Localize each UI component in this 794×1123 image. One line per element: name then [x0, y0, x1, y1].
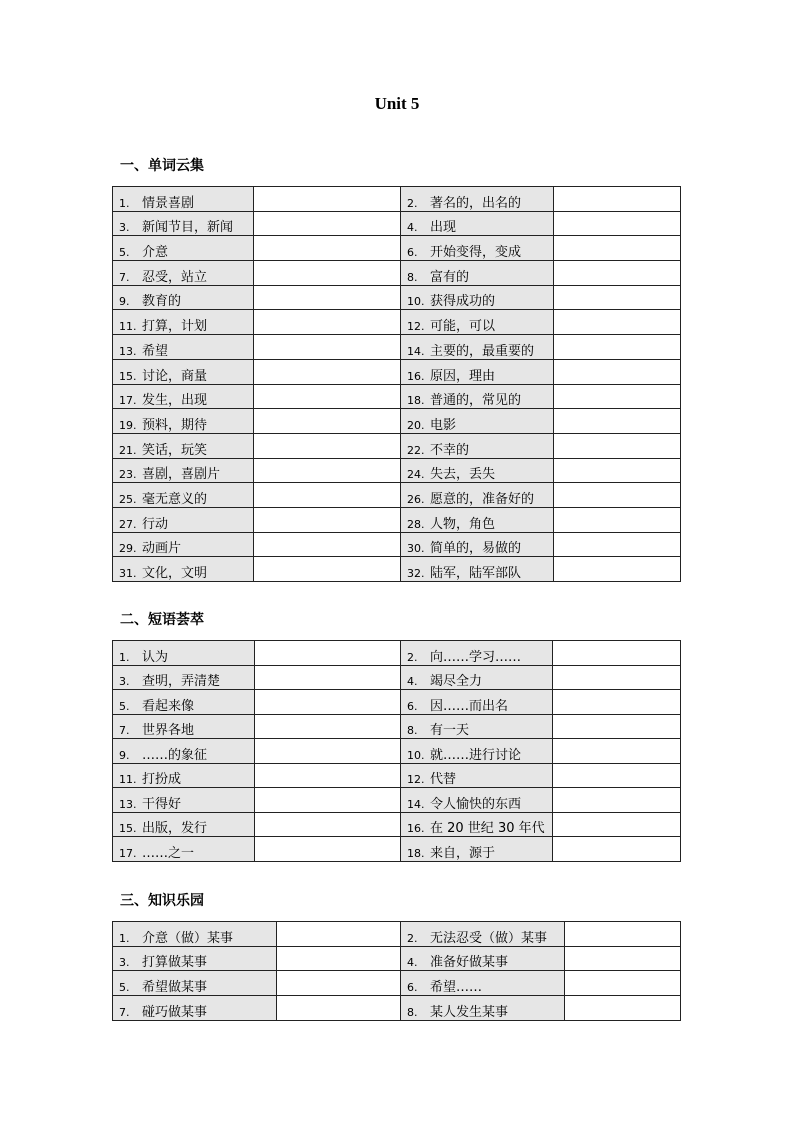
- item-number: 7.: [119, 1005, 130, 1019]
- item-number: 21.: [119, 443, 137, 457]
- prompt-cell: [401, 641, 553, 666]
- prompt-cell: [401, 211, 554, 236]
- prompt-cell: [401, 557, 554, 582]
- prompt-cell: [113, 236, 254, 261]
- answer-blank[interactable]: [553, 788, 681, 813]
- item-number: 12.: [407, 320, 425, 334]
- prompt-cell: [113, 788, 255, 813]
- table-row: [113, 187, 681, 212]
- prompt-text: 人物，角色: [430, 516, 496, 532]
- prompt-text: 简单的，易做的: [430, 541, 522, 557]
- answer-blank[interactable]: [254, 211, 401, 236]
- answer-blank[interactable]: [554, 261, 681, 286]
- prompt-cell: [113, 310, 254, 335]
- prompt-text: 竭尽全力: [430, 674, 483, 689]
- prompt-text: 喜剧，喜剧片: [142, 467, 221, 483]
- prompt-text: 文化，文明: [142, 566, 208, 581]
- answer-blank[interactable]: [553, 763, 681, 788]
- item-number: 8.: [407, 270, 418, 284]
- table-row: [113, 557, 681, 582]
- prompt-text: ……之一: [142, 845, 195, 861]
- prompt-cell: [401, 763, 553, 788]
- prompt-cell: [113, 971, 277, 996]
- prompt-cell: [113, 739, 255, 764]
- prompt-text: 查明，弄清楚: [142, 674, 221, 689]
- prompt-cell: [113, 714, 255, 739]
- item-number: 29.: [119, 542, 137, 556]
- answer-blank[interactable]: [553, 641, 681, 666]
- answer-blank[interactable]: [277, 922, 401, 947]
- prompt-cell: [401, 310, 554, 335]
- item-number: 5.: [119, 246, 130, 260]
- item-number: 9.: [119, 748, 130, 762]
- prompt-cell: [113, 211, 254, 236]
- prompt-text: 认为: [142, 649, 169, 665]
- prompt-cell: [113, 922, 277, 947]
- prompt-text: 讨论，商量: [142, 368, 208, 384]
- prompt-text: 打扮成: [142, 772, 182, 787]
- prompt-text: 因……而出名: [430, 698, 509, 714]
- prompt-text: 行动: [142, 516, 169, 532]
- table-row: [113, 532, 681, 557]
- prompt-cell: [113, 187, 254, 212]
- item-number: 31.: [119, 567, 137, 580]
- answer-blank[interactable]: [255, 739, 401, 764]
- table-row: [113, 922, 681, 947]
- prompt-text: 电影: [430, 417, 457, 433]
- answer-blank[interactable]: [554, 335, 681, 360]
- table-row: [113, 236, 681, 261]
- table-row: [113, 946, 681, 971]
- prompt-text: 获得成功的: [430, 294, 496, 310]
- item-number: 20.: [407, 418, 425, 432]
- prompt-text: 主要的，最重要的: [430, 343, 535, 359]
- prompt-text: 陆军，陆军部队: [430, 566, 522, 581]
- item-number: 3.: [119, 221, 130, 235]
- prompt-text: 出现: [430, 220, 457, 236]
- prompt-cell: [401, 433, 554, 458]
- item-number: 30.: [407, 542, 425, 556]
- prompt-text: 情景喜剧: [142, 195, 195, 211]
- prompt-text: 新闻节目，新闻: [142, 220, 234, 236]
- answer-blank[interactable]: [255, 812, 401, 837]
- knowledge-table: [112, 921, 681, 1021]
- item-number: 17.: [119, 394, 137, 408]
- table-row: [113, 359, 681, 384]
- prompt-text: 令人愉快的东西: [430, 796, 522, 812]
- prompt-text: 普通的，常见的: [430, 393, 522, 409]
- prompt-cell: [113, 641, 255, 666]
- answer-blank[interactable]: [553, 739, 681, 764]
- answer-blank[interactable]: [254, 557, 401, 582]
- item-number: 14.: [407, 344, 425, 358]
- item-number: 25.: [119, 492, 137, 506]
- item-number: 18.: [407, 846, 425, 860]
- answer-blank[interactable]: [254, 310, 401, 335]
- item-number: 6.: [407, 699, 418, 713]
- item-number: 8.: [407, 724, 418, 737]
- table-row: [113, 285, 681, 310]
- prompt-text: 希望做某事: [142, 980, 208, 996]
- prompt-text: 世界各地: [142, 723, 195, 738]
- prompt-text: 准备好做某事: [430, 955, 509, 971]
- prompt-cell: [401, 285, 554, 310]
- prompt-cell: [113, 409, 254, 434]
- prompt-text: 愿意的，准备好的: [430, 491, 535, 507]
- section-heading-knowledge: 三、知识乐园: [120, 893, 204, 909]
- prompt-text: 来自，源于: [430, 845, 496, 861]
- item-number: 6.: [407, 981, 418, 995]
- answer-blank[interactable]: [254, 507, 401, 532]
- answer-blank[interactable]: [254, 359, 401, 384]
- table-row: [113, 261, 681, 286]
- prompt-cell: [401, 507, 554, 532]
- table-row: [113, 714, 681, 739]
- prompt-text: 向……学习……: [430, 649, 522, 665]
- item-number: 4.: [407, 221, 418, 235]
- prompt-text: 介意（做）某事: [142, 930, 234, 946]
- answer-blank[interactable]: [254, 409, 401, 434]
- answer-blank[interactable]: [554, 211, 681, 236]
- prompt-text: 毫无意义的: [142, 491, 208, 507]
- prompt-text: 看起来像: [142, 698, 195, 714]
- prompt-text: 失去，丢失: [430, 467, 496, 483]
- table-row: [113, 665, 681, 690]
- prompt-text: 某人发生某事: [430, 1004, 509, 1020]
- prompt-cell: [401, 458, 554, 483]
- prompt-cell: [113, 285, 254, 310]
- prompt-cell: [401, 359, 554, 384]
- answer-blank[interactable]: [554, 384, 681, 409]
- item-number: 4.: [407, 675, 418, 688]
- prompt-cell: [401, 812, 553, 837]
- table-row: [113, 483, 681, 508]
- item-number: 16.: [407, 822, 425, 835]
- prompt-text: 在 20 世纪 30 年代: [430, 821, 545, 836]
- answer-blank[interactable]: [554, 532, 681, 557]
- table-row: [113, 641, 681, 666]
- answer-blank[interactable]: [254, 335, 401, 360]
- prompt-text: 打算，计划: [142, 319, 208, 335]
- item-number: 6.: [407, 246, 418, 260]
- item-number: 13.: [119, 344, 137, 358]
- answer-blank[interactable]: [554, 483, 681, 508]
- item-number: 26.: [407, 492, 425, 506]
- prompt-cell: [113, 763, 255, 788]
- table-row: [113, 409, 681, 434]
- table-row: [113, 310, 681, 335]
- prompt-text: 发生，出现: [142, 393, 208, 409]
- prompt-cell: [113, 359, 254, 384]
- prompt-cell: [113, 261, 254, 286]
- item-number: 10.: [407, 295, 425, 309]
- prompt-text: 代替: [430, 772, 457, 787]
- prompt-cell: [401, 996, 565, 1021]
- prompt-text: 不幸的: [430, 442, 470, 458]
- prompt-text: 教育的: [142, 294, 182, 310]
- table-row: [113, 507, 681, 532]
- item-number: 24.: [407, 468, 425, 482]
- prompt-text: 忍受，站立: [142, 269, 208, 285]
- prompt-text: 开始变得，变成: [430, 245, 522, 261]
- answer-blank[interactable]: [254, 483, 401, 508]
- answer-blank[interactable]: [254, 433, 401, 458]
- answer-blank[interactable]: [254, 261, 401, 286]
- answer-blank[interactable]: [565, 971, 681, 996]
- table-row: [113, 458, 681, 483]
- answer-blank[interactable]: [554, 285, 681, 310]
- answer-blank[interactable]: [553, 812, 681, 837]
- prompt-cell: [113, 690, 255, 715]
- item-number: 1.: [119, 196, 130, 210]
- answer-blank[interactable]: [277, 971, 401, 996]
- answer-blank[interactable]: [554, 433, 681, 458]
- prompt-text: 预料，期待: [142, 417, 208, 433]
- table-row: [113, 837, 681, 862]
- prompt-cell: [401, 236, 554, 261]
- item-number: 1.: [119, 650, 130, 664]
- prompt-text: 希望……: [430, 980, 483, 996]
- item-number: 7.: [119, 270, 130, 284]
- prompt-cell: [113, 335, 254, 360]
- prompt-cell: [113, 557, 254, 582]
- answer-blank[interactable]: [554, 409, 681, 434]
- item-number: 8.: [407, 1005, 418, 1019]
- answer-blank[interactable]: [255, 690, 401, 715]
- section-heading-words: 一、单词云集: [120, 158, 204, 174]
- section-heading-phrases: 二、短语荟萃: [120, 612, 204, 628]
- answer-blank[interactable]: [554, 507, 681, 532]
- item-number: 28.: [407, 517, 425, 531]
- table-row: [113, 211, 681, 236]
- item-number: 1.: [119, 931, 130, 945]
- prompt-cell: [113, 507, 254, 532]
- prompt-cell: [113, 483, 254, 508]
- prompt-text: 碰巧做某事: [142, 1004, 208, 1020]
- prompt-cell: [401, 714, 553, 739]
- item-number: 2.: [407, 650, 418, 664]
- phrases-table: [112, 640, 681, 862]
- answer-blank[interactable]: [553, 837, 681, 862]
- answer-blank[interactable]: [254, 236, 401, 261]
- answer-blank[interactable]: [254, 458, 401, 483]
- answer-blank[interactable]: [277, 996, 401, 1021]
- item-number: 3.: [119, 675, 130, 688]
- item-number: 2.: [407, 196, 418, 210]
- table-row: [113, 335, 681, 360]
- answer-blank[interactable]: [554, 236, 681, 261]
- item-number: 18.: [407, 394, 425, 408]
- prompt-cell: [113, 665, 255, 690]
- answer-blank[interactable]: [553, 690, 681, 715]
- item-number: 4.: [407, 956, 418, 970]
- table-row: [113, 996, 681, 1021]
- prompt-cell: [401, 922, 565, 947]
- prompt-cell: [401, 946, 565, 971]
- item-number: 12.: [407, 773, 425, 786]
- prompt-text: 著名的，出名的: [430, 195, 522, 211]
- item-number: 17.: [119, 846, 137, 860]
- prompt-cell: [401, 483, 554, 508]
- item-number: 15.: [119, 369, 137, 383]
- item-number: 10.: [407, 748, 425, 762]
- item-number: 15.: [119, 822, 137, 835]
- prompt-cell: [113, 837, 255, 862]
- prompt-cell: [401, 837, 553, 862]
- item-number: 13.: [119, 797, 137, 811]
- prompt-text: 富有的: [430, 269, 470, 285]
- item-number: 14.: [407, 797, 425, 811]
- answer-blank[interactable]: [554, 359, 681, 384]
- item-number: 5.: [119, 981, 130, 995]
- prompt-cell: [401, 788, 553, 813]
- prompt-cell: [113, 384, 254, 409]
- prompt-cell: [401, 384, 554, 409]
- answer-blank[interactable]: [554, 310, 681, 335]
- answer-blank[interactable]: [255, 837, 401, 862]
- prompt-cell: [113, 458, 254, 483]
- prompt-text: 动画片: [142, 541, 182, 557]
- prompt-text: 介意: [142, 245, 169, 261]
- prompt-text: 有一天: [430, 723, 470, 738]
- answer-blank[interactable]: [254, 384, 401, 409]
- table-row: [113, 812, 681, 837]
- prompt-text: 打算做某事: [142, 955, 208, 971]
- words-table: [112, 186, 681, 582]
- answer-blank[interactable]: [554, 187, 681, 212]
- table-row: [113, 384, 681, 409]
- prompt-cell: [113, 433, 254, 458]
- answer-blank[interactable]: [254, 285, 401, 310]
- prompt-cell: [401, 690, 553, 715]
- item-number: 22.: [407, 443, 425, 457]
- table-row: [113, 690, 681, 715]
- prompt-cell: [401, 971, 565, 996]
- table-row: [113, 971, 681, 996]
- page-title: Unit 5: [374, 94, 420, 113]
- item-number: 23.: [119, 468, 137, 482]
- answer-blank[interactable]: [255, 788, 401, 813]
- prompt-cell: [401, 335, 554, 360]
- prompt-text: 无法忍受（做）某事: [430, 930, 548, 946]
- answer-blank[interactable]: [254, 187, 401, 212]
- table-row: [113, 739, 681, 764]
- answer-blank[interactable]: [255, 665, 401, 690]
- item-number: 5.: [119, 699, 130, 713]
- answer-blank[interactable]: [277, 946, 401, 971]
- prompt-cell: [113, 532, 254, 557]
- item-number: 27.: [119, 517, 137, 531]
- prompt-text: ……的象征: [142, 747, 208, 763]
- answer-blank[interactable]: [553, 714, 681, 739]
- prompt-text: 可能，可以: [430, 319, 496, 335]
- item-number: 19.: [119, 418, 137, 432]
- item-number: 11.: [119, 773, 137, 786]
- answer-blank[interactable]: [565, 946, 681, 971]
- item-number: 2.: [407, 931, 418, 945]
- item-number: 7.: [119, 724, 130, 737]
- table-row: [113, 788, 681, 813]
- item-number: 3.: [119, 956, 130, 970]
- prompt-cell: [401, 261, 554, 286]
- answer-blank[interactable]: [554, 458, 681, 483]
- prompt-text: 希望: [142, 343, 169, 359]
- table-row: [113, 433, 681, 458]
- prompt-cell: [401, 532, 554, 557]
- prompt-cell: [401, 739, 553, 764]
- answer-blank[interactable]: [553, 665, 681, 690]
- prompt-cell: [401, 665, 553, 690]
- prompt-text: 原因，理由: [430, 368, 496, 384]
- answer-blank[interactable]: [565, 922, 681, 947]
- prompt-text: 干得好: [142, 796, 182, 812]
- prompt-cell: [113, 946, 277, 971]
- answer-blank[interactable]: [255, 641, 401, 666]
- answer-blank[interactable]: [254, 532, 401, 557]
- answer-blank[interactable]: [255, 714, 401, 739]
- prompt-cell: [401, 187, 554, 212]
- prompt-text: 出版，发行: [142, 821, 208, 836]
- prompt-text: 笑话，玩笑: [142, 442, 208, 458]
- prompt-text: 就……进行讨论: [430, 747, 522, 763]
- item-number: 11.: [119, 320, 137, 334]
- answer-blank[interactable]: [255, 763, 401, 788]
- item-number: 9.: [119, 295, 130, 309]
- item-number: 16.: [407, 369, 425, 383]
- prompt-cell: [401, 409, 554, 434]
- prompt-cell: [113, 996, 277, 1021]
- answer-blank[interactable]: [554, 557, 681, 582]
- prompt-cell: [113, 812, 255, 837]
- answer-blank[interactable]: [565, 996, 681, 1021]
- item-number: 32.: [407, 567, 425, 580]
- table-row: [113, 763, 681, 788]
